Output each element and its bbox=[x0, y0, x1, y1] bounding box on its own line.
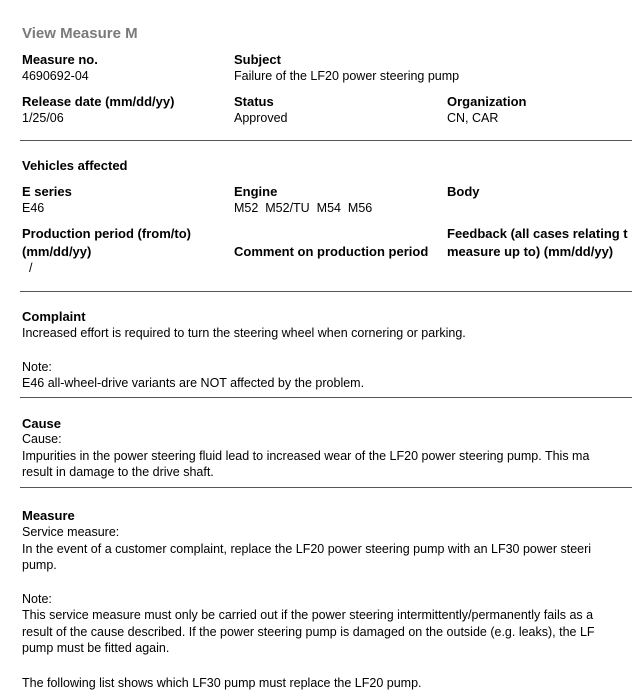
subject-label: Subject bbox=[234, 52, 281, 67]
complaint-note-text: E46 all-wheel-drive variants are NOT affected by the problem. bbox=[22, 376, 365, 390]
production-period-value: / bbox=[29, 261, 33, 275]
cause-sub-label: Cause: bbox=[22, 432, 62, 446]
complaint-heading: Complaint bbox=[22, 309, 86, 324]
measure-no-label: Measure no. bbox=[22, 52, 98, 67]
body-label: Body bbox=[447, 184, 480, 199]
measure-note-line: pump must be fitted again. bbox=[22, 641, 170, 655]
divider bbox=[20, 397, 632, 398]
measure-text-line: In the event of a customer complaint, replace the LF20 power steering pump with an LF30 power steeri bbox=[22, 542, 592, 556]
release-date-label: Release date (mm/dd/yy) bbox=[22, 94, 175, 109]
measure-heading: Measure bbox=[22, 508, 75, 523]
organization-label: Organization bbox=[447, 94, 527, 109]
measure-note-line: This service measure must only be carried out if the power steering intermittently/permanently fails as a bbox=[22, 608, 594, 622]
production-period-label: Production period (from/to) bbox=[22, 226, 191, 241]
engine-value: M52 M52/TU M54 M56 bbox=[234, 201, 373, 215]
measure-no-value: 4690692-04 bbox=[22, 69, 89, 83]
cause-text-line: Impurities in the power steering fluid lead to increased wear of the LF20 power steering pump. This ma bbox=[22, 449, 590, 463]
release-date-value: 1/25/06 bbox=[22, 111, 64, 125]
page-title: View Measure M bbox=[22, 25, 138, 42]
cause-heading: Cause bbox=[22, 416, 62, 431]
vehicles-affected-heading: Vehicles affected bbox=[22, 158, 128, 173]
measure-text-line: pump. bbox=[22, 558, 57, 572]
complaint-note-label: Note: bbox=[22, 360, 52, 374]
engine-label: Engine bbox=[234, 184, 278, 199]
series-value: E46 bbox=[22, 201, 45, 215]
status-label: Status bbox=[234, 94, 274, 109]
cause-text-line: result in damage to the drive shaft. bbox=[22, 465, 214, 479]
series-label: E series bbox=[22, 184, 72, 199]
divider bbox=[20, 291, 632, 292]
divider bbox=[20, 140, 632, 141]
comment-production-label: Comment on production period bbox=[234, 244, 429, 259]
measure-sub-label: Service measure: bbox=[22, 525, 120, 539]
status-value: Approved bbox=[234, 111, 288, 125]
measure-note-line: result of the cause described. If the power steering pump is damaged on the outside (e.g. leaks), the LF bbox=[22, 625, 595, 639]
production-period-units: (mm/dd/yy) bbox=[22, 244, 92, 259]
measure-note-label: Note: bbox=[22, 592, 52, 606]
feedback-label: Feedback (all cases relating t bbox=[447, 226, 628, 241]
feedback-label-units: measure up to) (mm/dd/yy) bbox=[447, 244, 614, 259]
measure-list-intro: The following list shows which LF30 pump must replace the LF20 pump. bbox=[22, 676, 422, 690]
subject-value: Failure of the LF20 power steering pump bbox=[234, 69, 460, 83]
organization-value: CN, CAR bbox=[447, 111, 499, 125]
complaint-text: Increased effort is required to turn the steering wheel when cornering or parking. bbox=[22, 326, 466, 340]
divider bbox=[20, 487, 632, 488]
